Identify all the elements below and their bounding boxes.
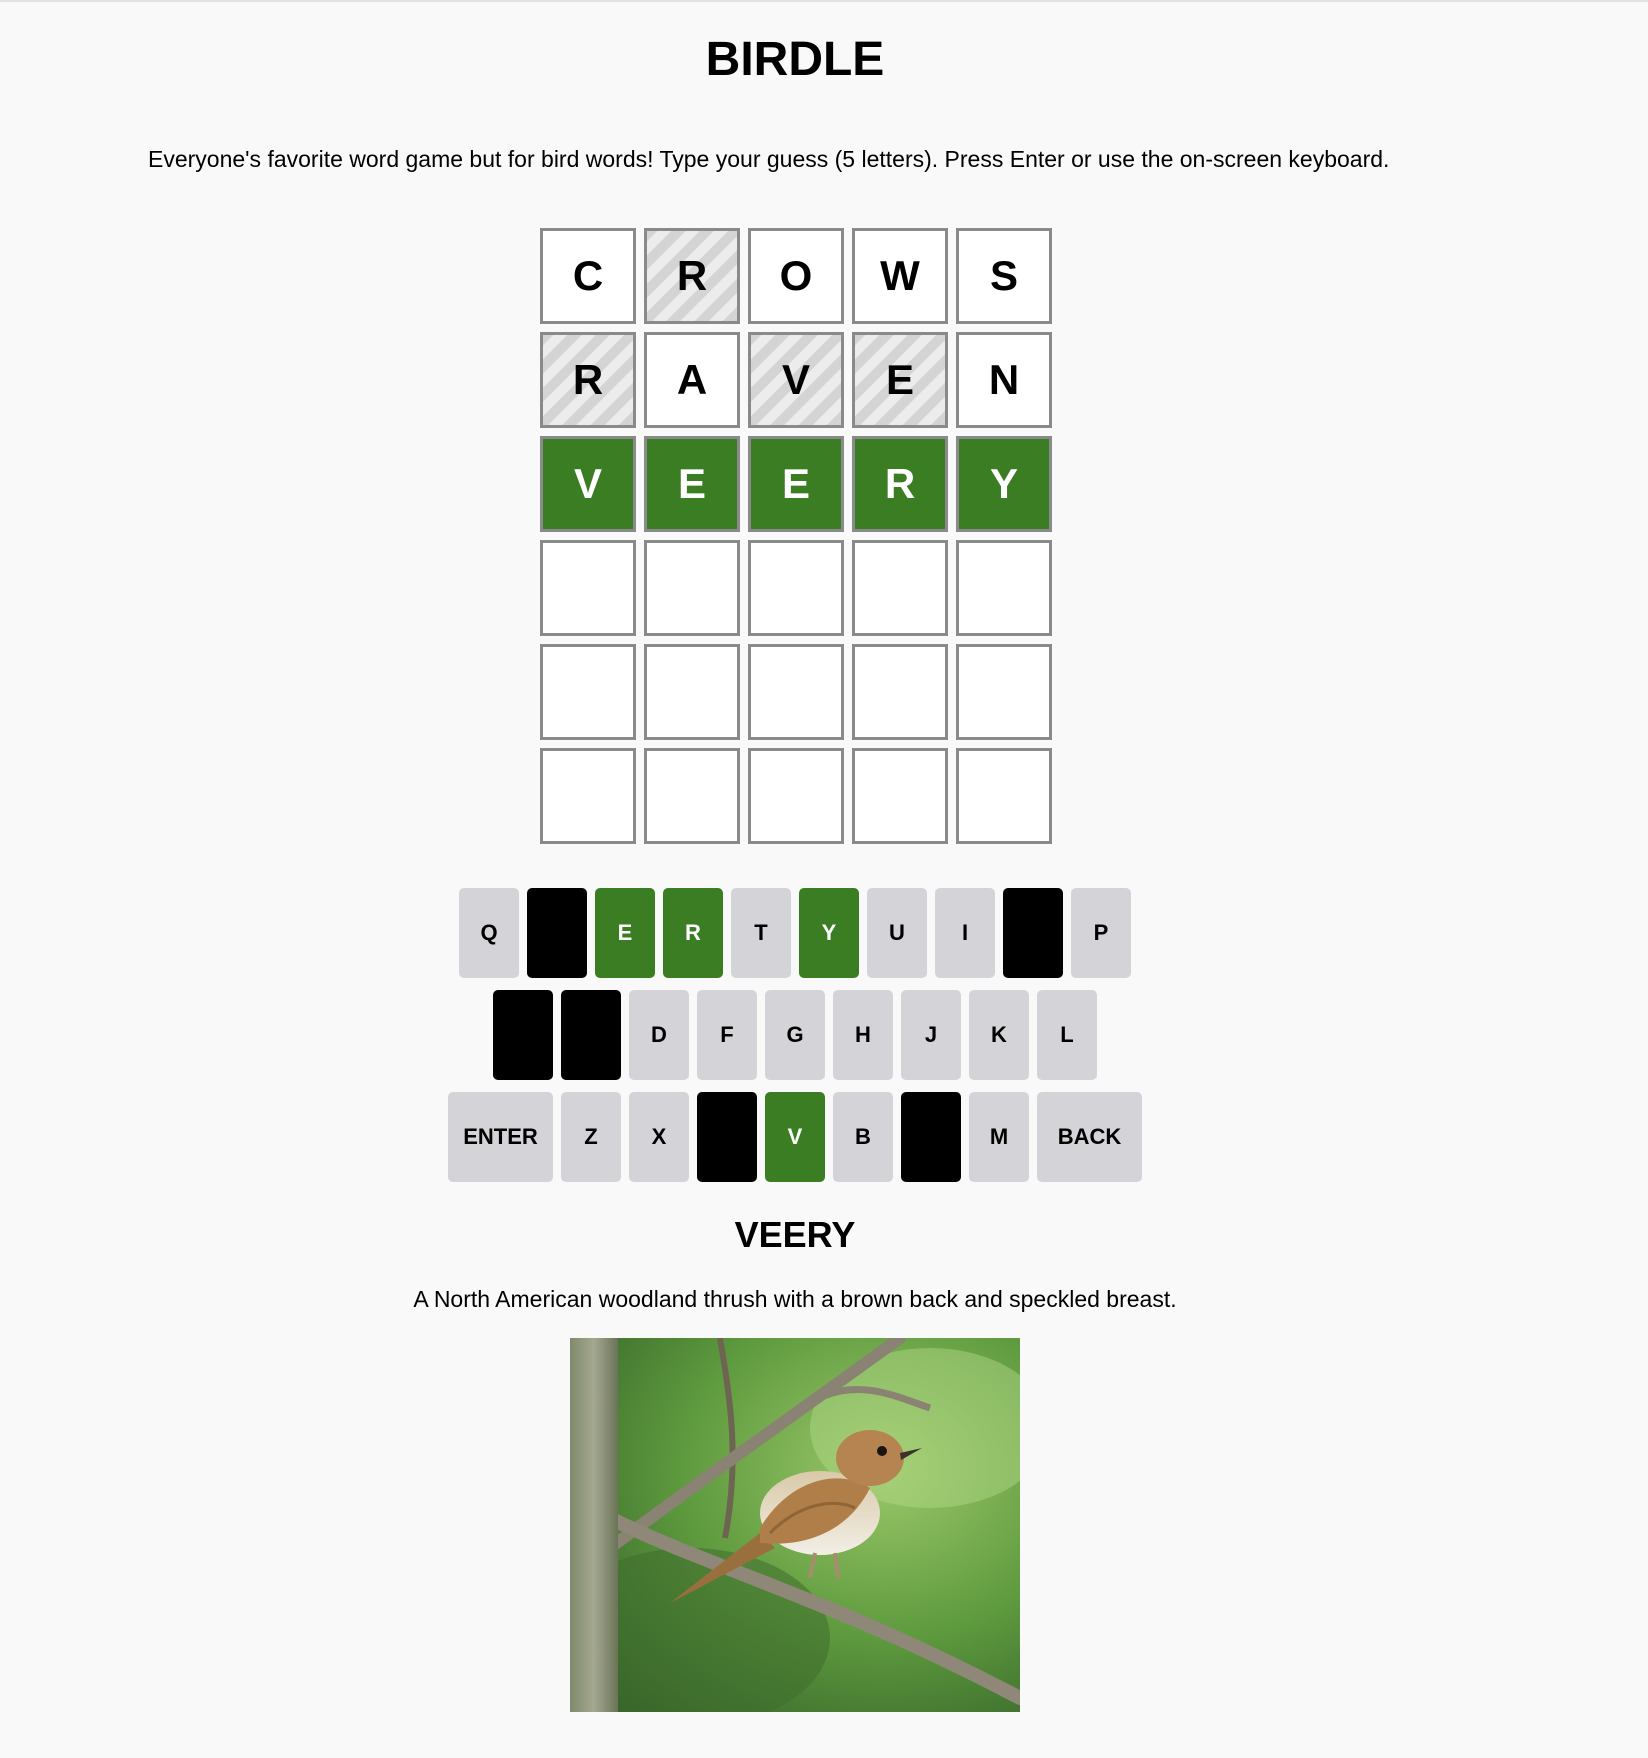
letter-tile <box>644 748 740 844</box>
letter-tile: S <box>956 228 1052 324</box>
key-y[interactable]: Y <box>799 888 859 978</box>
key-v[interactable]: V <box>765 1092 825 1182</box>
answer-word: VEERY <box>734 1214 856 1255</box>
board-row <box>540 644 1052 740</box>
letter-tile: R <box>644 228 740 324</box>
letter-tile <box>540 748 636 844</box>
key-d[interactable]: D <box>629 990 689 1080</box>
letter-tile: E <box>852 332 948 428</box>
key-back[interactable]: BACK <box>1037 1092 1142 1182</box>
bird-photo <box>570 1338 1020 1712</box>
board-row <box>540 540 1052 636</box>
key-i[interactable]: I <box>935 888 995 978</box>
guess-board <box>540 228 1052 852</box>
keyboard-row <box>0 888 1590 978</box>
letter-tile <box>956 748 1052 844</box>
key-g[interactable]: G <box>765 990 825 1080</box>
key-t[interactable]: T <box>731 888 791 978</box>
key-l[interactable]: L <box>1037 990 1097 1080</box>
letter-tile: V <box>748 332 844 428</box>
on-screen-keyboard <box>0 888 1590 1194</box>
key-m[interactable]: M <box>969 1092 1029 1182</box>
key-e[interactable]: E <box>595 888 655 978</box>
key-w[interactable]: W <box>527 888 587 978</box>
letter-tile: C <box>540 228 636 324</box>
key-u[interactable]: U <box>867 888 927 978</box>
keyboard-row <box>0 990 1590 1080</box>
key-r[interactable]: R <box>663 888 723 978</box>
letter-tile: A <box>644 332 740 428</box>
board-row <box>540 436 1052 532</box>
keyboard-row <box>0 1092 1590 1182</box>
letter-tile: V <box>540 436 636 532</box>
letter-tile <box>748 644 844 740</box>
key-a[interactable]: A <box>493 990 553 1080</box>
letter-tile: O <box>748 228 844 324</box>
letter-tile <box>852 748 948 844</box>
letter-tile <box>748 540 844 636</box>
letter-tile: N <box>956 332 1052 428</box>
letter-tile <box>852 540 948 636</box>
game-title: BIRDLE <box>705 33 885 86</box>
key-n[interactable]: N <box>901 1092 961 1182</box>
letter-tile <box>748 748 844 844</box>
letter-tile <box>956 644 1052 740</box>
board-row <box>540 332 1052 428</box>
letter-tile <box>852 644 948 740</box>
letter-tile <box>956 540 1052 636</box>
key-s[interactable]: S <box>561 990 621 1080</box>
board-row <box>540 228 1052 324</box>
key-k[interactable]: K <box>969 990 1029 1080</box>
letter-tile: E <box>748 436 844 532</box>
key-p[interactable]: P <box>1071 888 1131 978</box>
key-x[interactable]: X <box>629 1092 689 1182</box>
key-q[interactable]: Q <box>459 888 519 978</box>
key-enter[interactable]: ENTER <box>448 1092 553 1182</box>
letter-tile <box>540 644 636 740</box>
key-h[interactable]: H <box>833 990 893 1080</box>
key-z[interactable]: Z <box>561 1092 621 1182</box>
key-o[interactable]: O <box>1003 888 1063 978</box>
letter-tile <box>644 540 740 636</box>
board-row <box>540 748 1052 844</box>
key-j[interactable]: J <box>901 990 961 1080</box>
key-b[interactable]: B <box>833 1092 893 1182</box>
letter-tile <box>644 644 740 740</box>
letter-tile: W <box>852 228 948 324</box>
letter-tile: E <box>644 436 740 532</box>
letter-tile: Y <box>956 436 1052 532</box>
key-f[interactable]: F <box>697 990 757 1080</box>
instructions-text: Everyone's favorite word game but for bird words! Type your guess (5 letters). Press Enter or use the on-screen keyboard. <box>148 146 1390 172</box>
letter-tile: R <box>852 436 948 532</box>
key-c[interactable]: C <box>697 1092 757 1182</box>
letter-tile <box>540 540 636 636</box>
letter-tile: R <box>540 332 636 428</box>
answer-description: A North American woodland thrush with a brown back and speckled breast. <box>413 1286 1177 1312</box>
